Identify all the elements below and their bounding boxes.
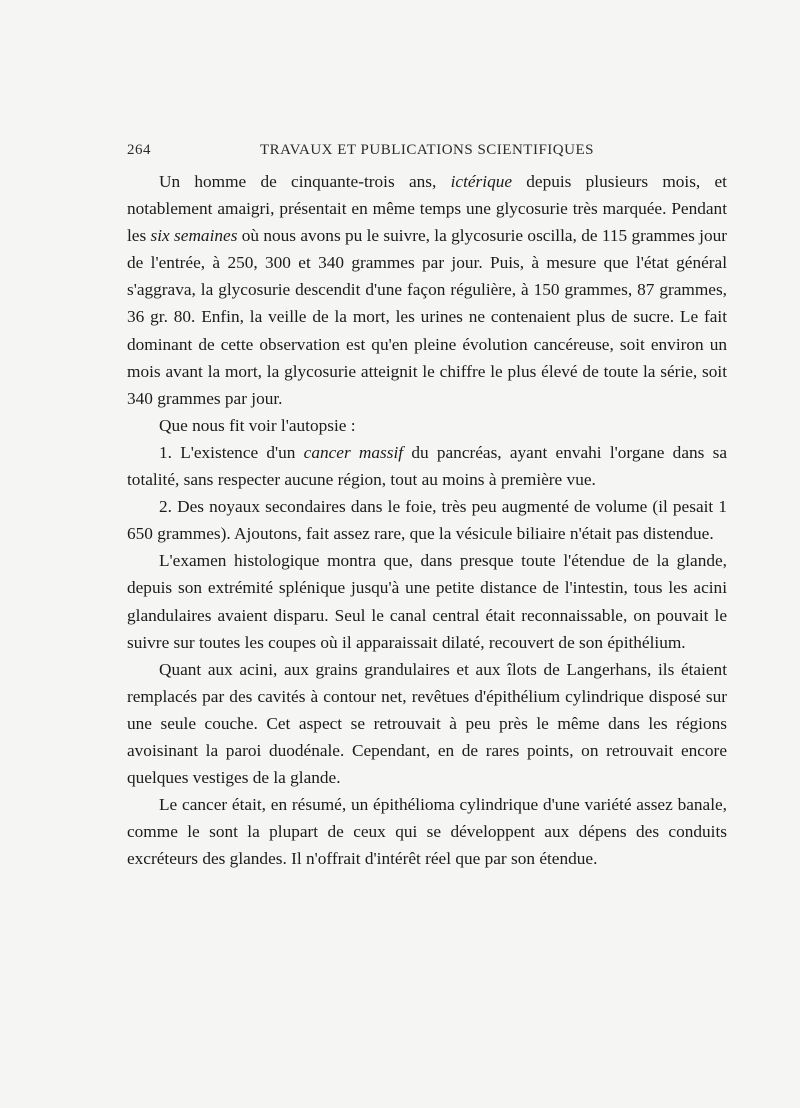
body-text (127, 168, 727, 872)
paragraph-acini: Quant aux acini, aux grains grandulaires et aux îlots de Langerhans, ils étaient remplacés par des cavités à contour net, revêtues d'épithélium cylindrique disposé sur une seule couche. Cet aspect se retrouvait à peu près le même dans les régions avoisinant la paroi duodénale. Cependant, en de rares points, on retrouvait encore quelques vestiges de la glande. (127, 659, 727, 788)
paragraph-histology: L'examen histologique montra que, dans presque toute l'étendue de la glande, depuis son extrémité splénique jusqu'à une petite distance de l'intestin, tous les acini glandulaires avaient disparu. Seul le canal central était reconnaissable, on pouvait le suivre sur toutes les coupes où il apparaissait dilaté, recouvert de son épithélium. (127, 551, 727, 652)
paragraph-finding-2: 2. Des noyaux secondaires dans le foie, très peu augmenté de volume (il pesait 1 650 grammes). Ajoutons, fait assez rare, que la vésicule biliaire n'était pas distendue. (127, 497, 727, 544)
paragraph-autopsy-intro: Que nous fit voir l'autopsie : (159, 415, 356, 435)
running-title: TRAVAUX ET PUBLICATIONS SCIENTIFIQUES (260, 142, 594, 158)
paragraph-finding-1: 1. L'existence d'un cancer massif du pancréas, ayant envahi l'organe dans sa totalité, sans respecter aucune région, tout au moins à première vue. (127, 442, 727, 490)
paragraph-case-history: Un homme de cinquante-trois ans, ictérique depuis plusieurs mois, et notablement amaigri, présentait en même temps une glycosurie très marquée. Pendant les six semaines où nous avons pu le suivre, la glycosurie oscilla, de 115 grammes jour de l'entrée, à 250, 300 et 340 grammes par jour. Puis, à mesure que l'état général s'aggrava, la glycosurie descendit d'une façon régulière, à 150 grammes, 87 grammes, 36 gr. 80. Enfin, la veille de la mort, les urines ne contenaient plus de sucre. Le fait dominant de cette observation est qu'en pleine évolution cancéreuse, soit environ un mois avant la mort, la glycosurie atteignit le chiffre le plus élevé de toute la série, soit 340 grammes par jour. (127, 172, 727, 408)
italic-term: six semaines (150, 226, 238, 246)
page-header (127, 142, 727, 159)
paragraph-conclusion: Le cancer était, en résumé, un épithélioma cylindrique d'une variété assez banale, comme le sont la plupart de ceux qui se développent aux dépens des conduits excréteurs des glandes. Il n'offrait d'intérêt réel que par son étendue. (127, 795, 727, 869)
page-number: 264 (127, 142, 151, 158)
italic-term: ictérique (450, 172, 513, 191)
italic-term: cancer massif (303, 442, 404, 462)
